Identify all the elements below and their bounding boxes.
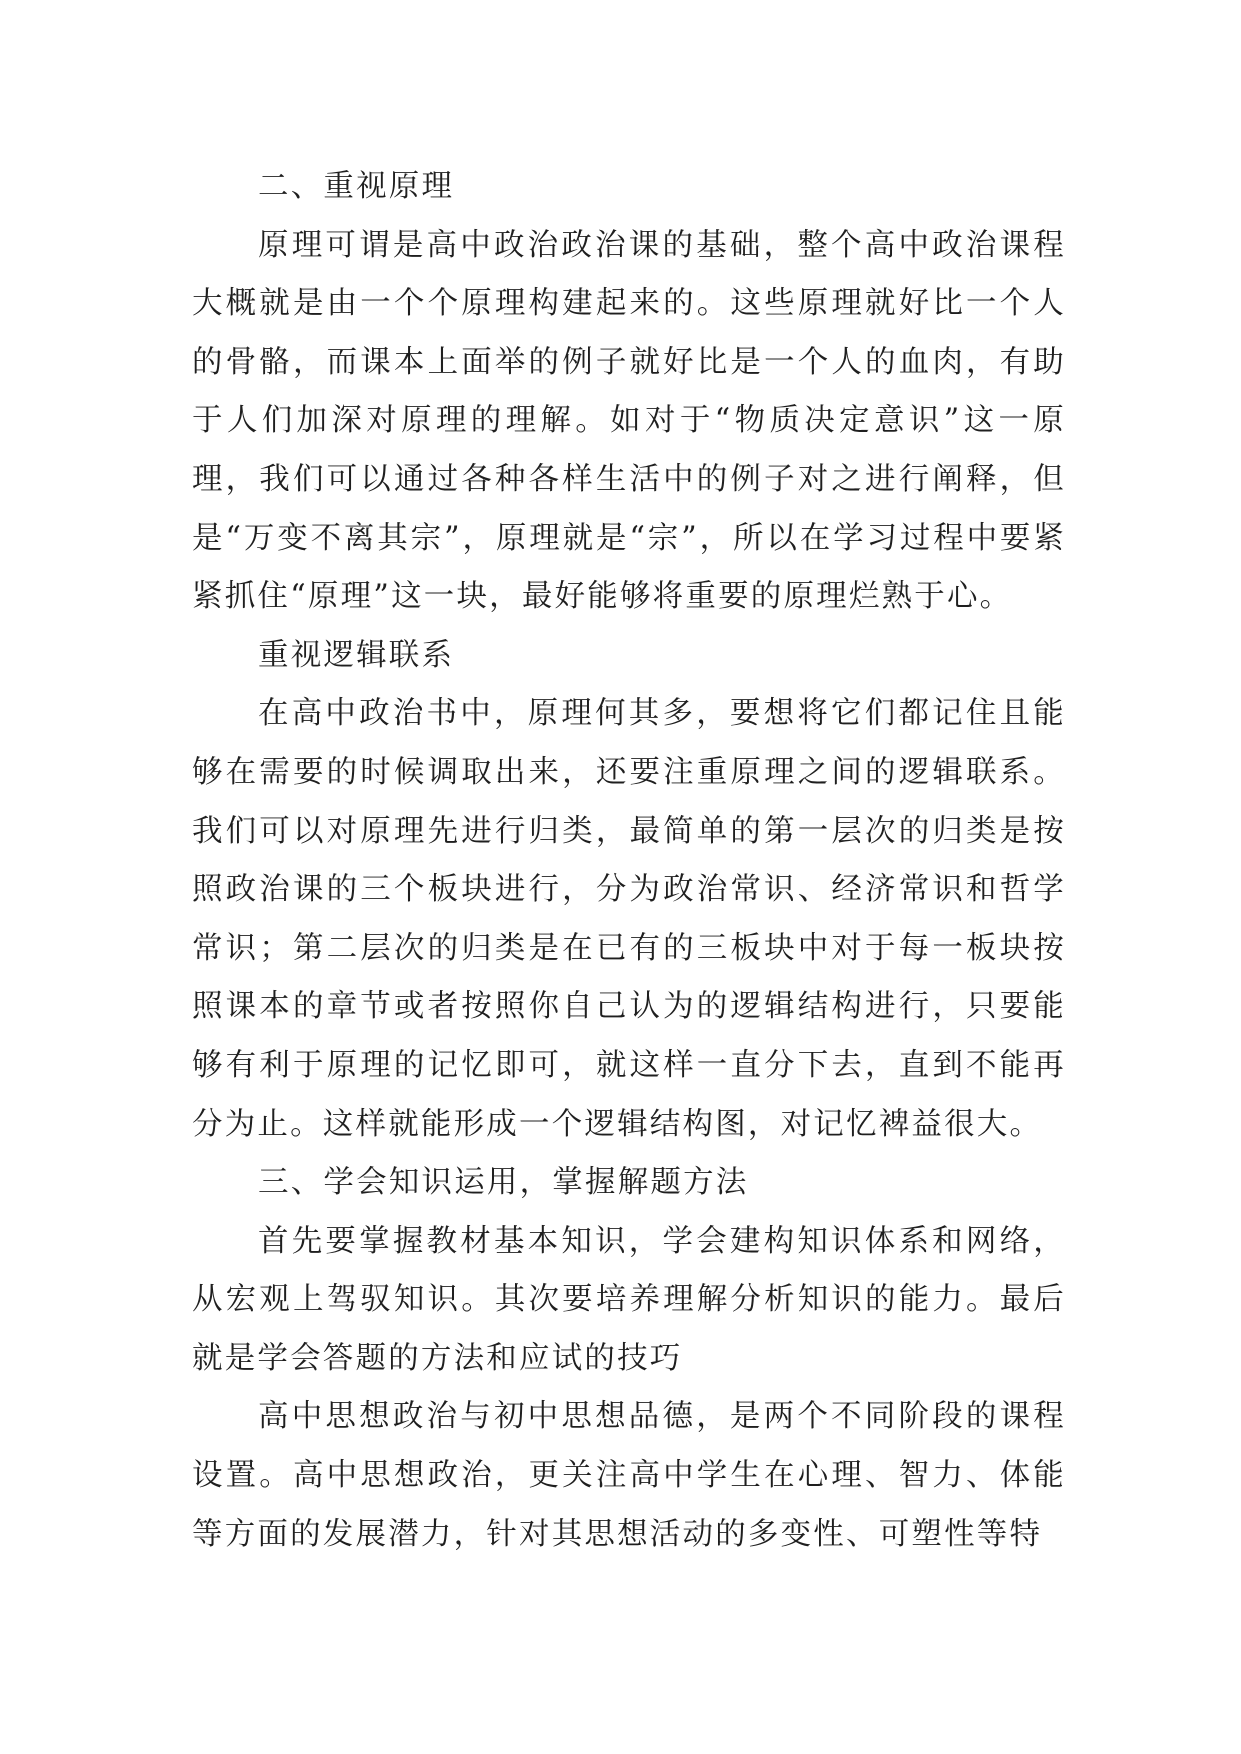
section-heading-principles: 二、重视原理 [258,169,455,204]
paragraph-high-school-politics: 高中思想政治与初中思想品德，是两个不同阶段的课程设置。高中思想政治，更关注高中学生在心理、智力、体能等方面的发展潜力，针对其思想活动的多变性、可塑性等特 [192,1399,1066,1552]
section-heading-application: 三、学会知识运用，掌握解题方法 [258,1165,749,1201]
paragraph-logic: 在高中政治书中，原理何其多，要想将它们都记住且能够在需要的时候调取出来，还要注重原理之间的逻辑联系。我们可以对原理先进行归类，最简单的第一层次的归类是按照政治课的三个板块进行，分为政治常识、经济常识和哲学常识；第二层次的归类是在已有的三板块中对于每一板块按照课本的章节或者按照你自己认为的逻辑结构进行，只要能够有利于原理的记忆即可，就这样一直分下去，直到不能再分为止。这样就能形成一个逻辑结构图，对记忆裨益很大。 [192,696,1066,1142]
paragraph-principles: 原理可谓是高中政治政治课的基础，整个高中政治课程大概就是由一个个原理构建起来的。这些原理就好比一个人的骨骼，而课本上面举的例子就好比是一个人的血肉，有助于人们加深对原理的理解。如对于“物质决定意识”这一原理，我们可以通过各种各样生活中的例子对之进行阐释，但是“万变不离其宗”，原理就是“宗”，所以在学习过程中要紧紧抓住“原理”这一块，最好能够将重要的原理烂熟于心。 [192,227,1066,615]
document-body [192,158,1066,1564]
paragraph-application: 首先要掌握教材基本知识，学会建构知识体系和网络，从宏观上驾驭知识。其次要培养理解分析知识的能力。最后就是学会答题的方法和应试的技巧 [192,1223,1066,1376]
section-heading-logic: 重视逻辑联系 [258,637,455,673]
